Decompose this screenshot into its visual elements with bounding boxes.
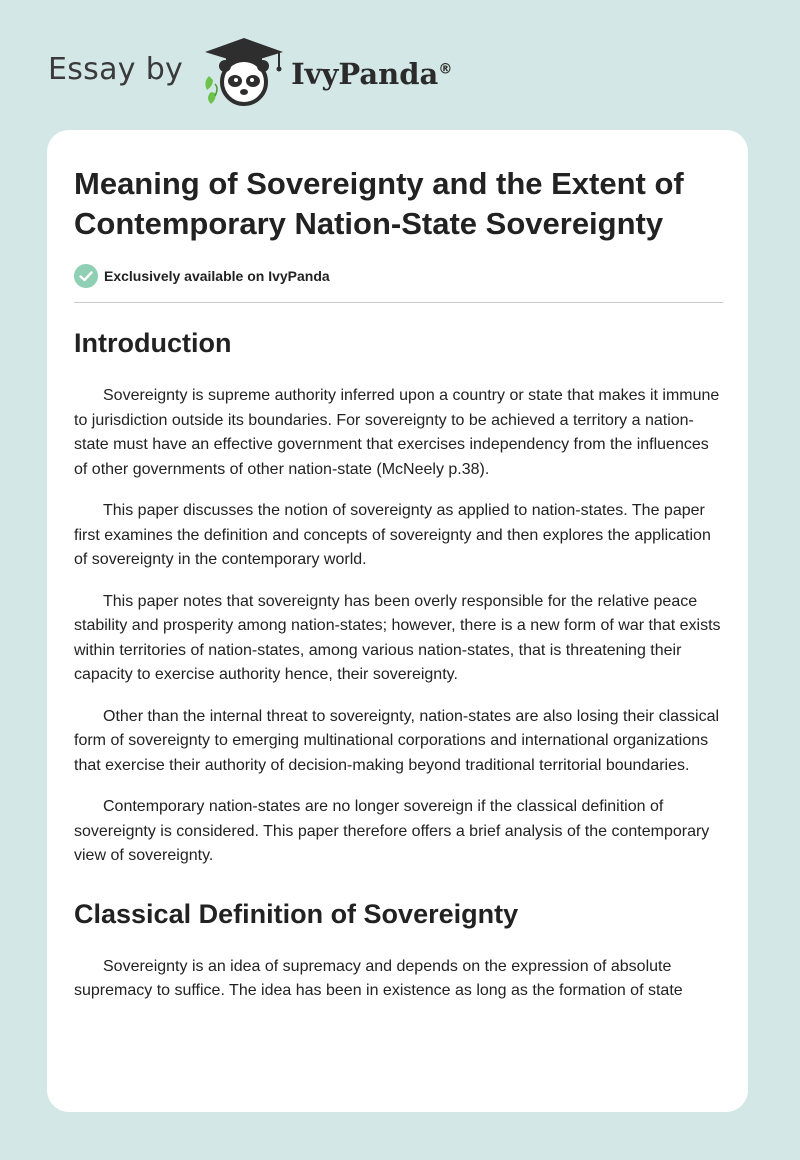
- paragraph: This paper discusses the notion of sovereignty as applied to nation-states. The paper first examines the definition and concepts of sovereignty and then explores the application of sovereignty in the contemporary world.: [74, 502, 711, 568]
- site-header: [48, 36, 452, 108]
- panda-logo-icon[interactable]: [199, 36, 289, 108]
- paragraph: Sovereignty is an idea of supremacy and depends on the expression of absolute supremacy to suffice. The idea has been in existence as long as the formation of state: [74, 957, 683, 999]
- paragraph: Contemporary nation-states are no longer sovereign if the classical definition of sovereignty is considered. This paper therefore offers a brief analysis of the contemporary view of sovereignty.: [74, 798, 710, 864]
- essay-title: Meaning of Sovereignty and the Extent of Contemporary Nation-State Sovereignty: [74, 166, 684, 241]
- section-heading-introduction: Introduction: [74, 328, 232, 358]
- exclusive-badge: [74, 264, 722, 288]
- check-circle-icon: [74, 264, 98, 288]
- brand-name[interactable]: IvyPanda®: [291, 57, 453, 91]
- paragraph: Sovereignty is supreme authority inferred upon a country or state that makes it immune to jurisdiction outside its boundaries. For sovereignty to be achieved a territory a nation-state must have an effective government that exercises independency from the influences of other governments of other nation-state (McNeely p.38).: [74, 387, 720, 478]
- title-divider: [74, 302, 723, 303]
- section-heading-classical-definition: Classical Definition of Sovereignty: [74, 898, 519, 929]
- registered-mark: ®: [438, 61, 453, 78]
- paragraph: Other than the internal threat to sovereignty, nation-states are also losing their classical form of sovereignty to emerging multinational corporations and international organizations that exercise their authority of decision-making beyond traditional territorial boundaries.: [74, 707, 720, 774]
- exclusive-label: Exclusively available on IvyPanda: [104, 268, 330, 284]
- essay-card: [47, 130, 748, 1112]
- essay-by-label: Essay by: [48, 51, 184, 87]
- paragraph: This paper notes that sovereignty has been overly responsible for the relative peace stability and prosperity among nation-states; however, there is a new form of war that exists within territories of nation-states, among various nation-states, that is threatening their capacity to exercise authority hence, their sovereignty.: [74, 592, 721, 683]
